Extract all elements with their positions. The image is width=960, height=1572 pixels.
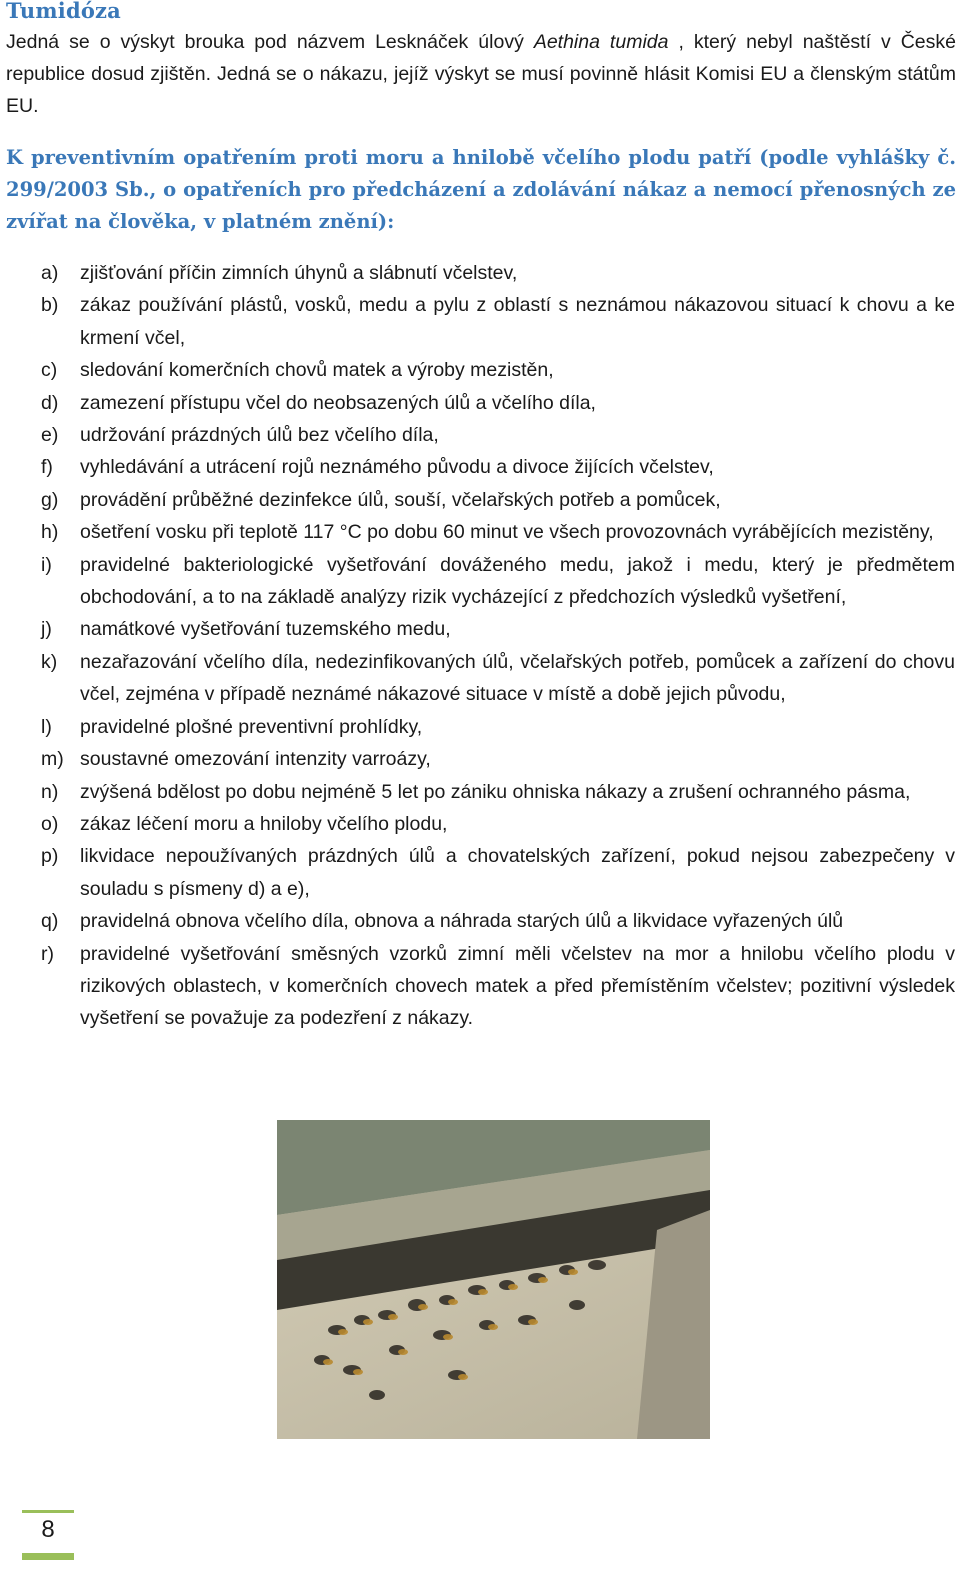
measure-marker: j) — [41, 618, 52, 641]
measure-item — [41, 646, 955, 711]
measure-item — [41, 711, 955, 743]
species-name: Aethina tumida — [533, 31, 669, 53]
measure-marker: h) — [41, 521, 59, 544]
measure-text: udržování prázdných úlů bez včelího díla, — [80, 424, 439, 447]
measure-item — [41, 257, 955, 289]
measure-text: likvidace nepoužívaných prázdných úlů a chovatelských zařízení, pokud nejsou zabezpečeny v souladu s písmeny d) a e), — [80, 845, 955, 900]
measure-marker: i) — [41, 553, 52, 576]
page-number: 8 — [41, 1516, 55, 1543]
measure-text: zákaz léčení moru a hniloby včelího plodu, — [80, 812, 448, 835]
intro-text-part2: , který nebyl naštěstí v České republice dosud zjištěn. Jedná se o nákazu, jejíž výskyt se musí povinně hlásit Komisi EU a členským státům EU. — [6, 31, 956, 117]
measure-marker: p) — [41, 845, 59, 868]
measure-item — [41, 808, 955, 840]
bees-at-hive-entrance-photo — [277, 1120, 710, 1439]
measures-subheading: K preventivním opatřením proti moru a hnilobě včelího plodu patří (podle vyhlášky č. 299/2003 Sb., o opatřeních pro předcházení a zdolávání nákaz a nemocí přenosných ze zvířat na člověka, v platném znění): — [6, 146, 956, 233]
measure-marker: q) — [41, 910, 59, 933]
measure-marker: r) — [41, 942, 54, 965]
measure-item — [41, 905, 955, 937]
measure-text: sledování komerčních chovů matek a výroby mezistěn, — [80, 359, 554, 382]
measure-item — [41, 419, 955, 451]
measure-marker: n) — [41, 780, 59, 803]
measure-text: provádění průběžné dezinfekce úlů, souší, včelařských potřeb a pomůcek, — [80, 488, 721, 511]
measure-text: pravidelná obnova včelího díla, obnova a náhrada starých úlů a likvidace vyřazených úlů — [80, 910, 844, 933]
measure-item — [41, 354, 955, 386]
measure-marker: e) — [41, 424, 59, 447]
page-number-bottom-bar — [22, 1553, 74, 1560]
measure-marker: a) — [41, 262, 59, 284]
intro-paragraph — [6, 26, 956, 122]
measure-item — [41, 451, 955, 483]
section-heading: Tumidóza — [6, 0, 121, 23]
measure-text: pravidelné plošné preventivní prohlídky, — [80, 715, 423, 738]
measure-item — [41, 387, 955, 419]
measure-item — [41, 613, 955, 645]
measure-marker: l) — [41, 715, 52, 738]
measure-item — [41, 840, 955, 905]
measure-text: pravidelné vyšetřování směsných vzorků zimní měli včelstev na mor a hnilobu včelího plodu v rizikových oblastech, v komerčních chovech matek a před přemístěním včelstev; pozitivní výsledek vyšetření se považuje za podezření z nákazy. — [80, 942, 955, 1030]
measure-item — [41, 289, 955, 354]
measure-marker: f) — [41, 456, 53, 479]
measure-marker: c) — [41, 359, 58, 382]
measure-item — [41, 484, 955, 516]
measure-text: zjišťování příčin zimních úhynů a slábnutí včelstev, — [80, 262, 518, 284]
measure-text: namátkové vyšetřování tuzemského medu, — [80, 618, 451, 641]
measure-item — [41, 938, 955, 1035]
measure-text: zvýšená bdělost po dobu nejméně 5 let po zániku ohniska nákazy a zrušení ochranného pásma, — [80, 780, 911, 803]
measure-marker: m) — [41, 748, 64, 771]
intro-text-part1: Jedná se o výskyt brouka pod názvem Lesknáček úlový — [6, 31, 534, 53]
measure-item — [41, 776, 955, 808]
measure-marker: b) — [41, 294, 59, 317]
measure-text: pravidelné bakteriologické vyšetřování dováženého medu, jakož i medu, který je předmětem obchodování, a to na základě analýzy rizik vycházející z předchozích výsledků vyšetření, — [80, 553, 955, 609]
measure-marker: g) — [41, 488, 59, 511]
measure-marker: o) — [41, 812, 59, 835]
measure-item — [41, 516, 955, 548]
measure-text: zamezení přístupu včel do neobsazených úlů a včelího díla, — [80, 391, 596, 414]
measure-text: vyhledávání a utrácení rojů neznámého původu a divoce žijících včelstev, — [80, 456, 714, 479]
measure-text: ošetření vosku při teplotě 117 °C po dobu 60 minut ve všech provozovnách vyrábějících mezistěny, — [80, 521, 934, 544]
measure-item — [41, 743, 955, 775]
measure-text: nezařazování včelího díla, nedezinfikovaných úlů, včelařských potřeb, pomůcek a zařízení do chovu včel, zejména v případě neznámé nákazové situace v místě a době jejich původu, — [80, 650, 955, 706]
page-number-top-bar — [22, 1510, 74, 1513]
measure-marker: d) — [41, 391, 59, 414]
measure-text: zákaz používání plástů, vosků, medu a pylu z oblastí s neznámou nákazovou situací k chovu a ke krmení včel, — [80, 294, 955, 349]
measure-marker: k) — [41, 650, 58, 673]
measure-item — [41, 549, 955, 614]
measures-list — [41, 257, 955, 1035]
measure-text: soustavné omezování intenzity varroázy, — [80, 748, 431, 771]
